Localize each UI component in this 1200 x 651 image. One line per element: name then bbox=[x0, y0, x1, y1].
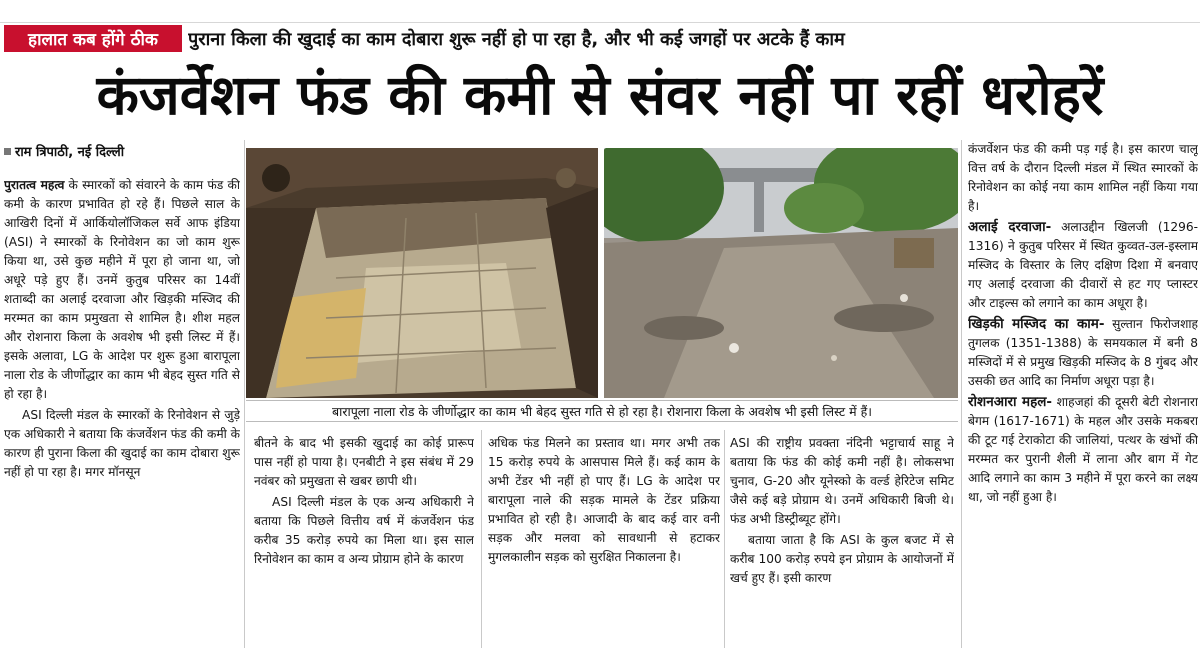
col4-paragraph-2: बताया जाता है कि ASI के कुल बजट में से करीब 100 करोड़ रुपये इन प्रोग्राम के आयोजनों में खर्च हुए हैं। इसी कारण bbox=[730, 533, 954, 585]
col5-text-alai: अलाउद्दीन खिलजी (1296-1316) ने कुतुब परिसर में स्थित कुव्वत-उल-इस्लाम मस्जिद के विस्तार के लिए दक्षिण दिशा में बनवाए गए अलाई दरवाजा की दीवारों से हट गए प्लास्टर और टाइल्स को लगाने का काम अधूरा है। bbox=[968, 220, 1198, 310]
byline-author: राम त्रिपाठी, नई दिल्ली bbox=[15, 145, 125, 160]
col5-paragraph-1: कंजर्वेशन फंड की कमी पड़ गई है। इस कारण चालू वित्त वर्ष के दौरान दिल्ली मंडल में स्थित स्मारकों के रिनोवेशन का कोई नया काम शामिल नहीं किया गया है। bbox=[968, 142, 1198, 213]
main-headline: कंजर्वेशन फंड की कमी से संवर नहीं पा रहीं धरोहरें bbox=[96, 61, 1104, 127]
strap-headline: पुराना किला की खुदाई का काम दोबारा शुरू नहीं हो पा रहा है, और भी कई जगहों पर अटके हैं काम bbox=[188, 29, 845, 50]
col3-paragraph-1: अधिक फंड मिलने का प्रस्ताव था। मगर अभी तक 15 करोड़ रुपये के आसपास मिले हैं। कई काम के अभी टेंडर भी नहीं हो पाए हैं। LG के आदेश पर बारापूला नाले की सड़क मामले के टेंडर प्रक्रिया प्रभावित हो रही है। आजादी के बाद कई वार वनी सड़क और मलवा को सावधानी से हटाकर मुगलकालीन सड़क को सुरक्षित निकालना है। bbox=[488, 436, 720, 564]
col5-section-roshanara bbox=[968, 393, 1198, 507]
col1-paragraph-2: ASI दिल्ली मंडल के स्मारकों के रिनोवेशन से जुड़े एक अधिकारी ने बताया कि कंजर्वेशन फंड की कमी के कारण ही पुराना किला की खुदाई का काम दोबारा शुरू नहीं हो पा रहा है। मगर मॉनसून bbox=[4, 408, 240, 479]
column-divider bbox=[481, 430, 482, 648]
col1-paragraph-1 bbox=[4, 176, 240, 404]
excavation-image bbox=[246, 148, 598, 398]
column-divider bbox=[724, 430, 725, 648]
article-column-5 bbox=[968, 140, 1198, 648]
article-column-2 bbox=[254, 434, 474, 648]
lead-in: पुरातत्व महत्व bbox=[4, 178, 65, 192]
byline-bullet-icon bbox=[4, 148, 11, 155]
article-column-3 bbox=[488, 434, 720, 648]
photo-roshanara bbox=[604, 148, 958, 398]
article-column-4 bbox=[730, 434, 954, 648]
ruins-image bbox=[604, 148, 958, 398]
col5-text-roshanara: शाहजहां की दूसरी बेटी रोशनारा बेगम (1617-1671) के महल और उसके मकबरा की टूट गई टेराकोटा की जालियां, पत्थर के खंभों की मरम्मत कर पुरानी शैली में लाना और बाग में गेट आदि लगाने का काम 3 महीने में पूरा करने का लक्ष्य था, जो नहीं हुआ है। bbox=[968, 395, 1198, 504]
top-strip bbox=[0, 0, 1200, 23]
col2-paragraph-1: बीतने के बाद भी इसकी खुदाई का कोई प्रारूप पास नहीं हो पाया है। एनबीटी ने इस संबंध में 29 नवंबर को प्रमुखता से खबर छापी थी। bbox=[254, 436, 474, 488]
col5-text-khirki: सुल्तान फिरोजशाह तुगलक (1351-1388) के समयकाल में बनी 8 मस्जिदों में से प्रमुख खिड़की मस्जिद के 8 गुंबद और उसकी छत आदि का निर्माण अधूरा पड़ा है। bbox=[968, 317, 1198, 388]
subhead-roshanara: रोशनआरा महल- bbox=[968, 394, 1052, 410]
article-column-1 bbox=[4, 176, 240, 646]
column-divider bbox=[244, 140, 245, 648]
photo-caption: बारापूला नाला रोड के जीर्णोद्धार का काम भी बेहद सुस्त गति से हो रहा है। रोशनारा किला के अवशेष भी इसी लिस्ट में हैं। bbox=[246, 400, 958, 422]
kicker-label: हालात कब होंगे ठीक bbox=[4, 25, 182, 52]
byline bbox=[4, 140, 240, 162]
col1-text-1: के स्मारकों को संवारने के काम फंड की कमी के कारण प्रभावित हो रहे हैं। पिछले साल के आखिरी दिनों में आर्कियोलॉजिकल सर्वे आफ इंडिया (ASI) ने स्मारकों के रिनोवेशन का जो काम शुरू किया था, उसे कुछ महीने में पूरा हो जाना था, जो अधूरे पड़े हुए हैं। उनमें कुतुब परिसर का 14वीं शताब्दी का अलाई दरवाजा और खिड़की मस्जिद की मरम्मत का काम प्रमुखता से शामिल है। शीश महल और रोशनारा किला के अवशेष भी इसी लिस्ट में हैं। इसके अलावा, LG के आदेश पर शुरू हुआ बारापूला नाला रोड के जीर्णोद्धार का काम भी बेहद सुस्त गति से हो रहा है। bbox=[4, 178, 240, 401]
col5-section-alai bbox=[968, 218, 1198, 313]
photo-row bbox=[246, 148, 958, 398]
column-divider bbox=[961, 140, 962, 648]
photo-excavation bbox=[246, 148, 598, 398]
col2-paragraph-2: ASI दिल्ली मंडल के एक अन्य अधिकारी ने बताया कि पिछले वित्तीय वर्ष में कंजर्वेशन फंड करीब 35 करोड़ रुपये का मिला था। इस साल रिनोवेशन का काम व अन्य प्रोग्राम होने के कारण bbox=[254, 495, 474, 566]
col5-section-khirki bbox=[968, 315, 1198, 391]
subhead-alai: अलाई दरवाजा- bbox=[968, 219, 1052, 235]
col4-paragraph-1: ASI की राष्ट्रीय प्रवक्ता नंदिनी भट्टाचार्य साहू ने बताया कि फंड की कोई कमी नहीं है। लोकसभा चुनाव, G-20 और यूनेस्को के वर्ल्ड हेरिटेज समिट जैसे कई बड़े प्रोग्राम थे। उनमें अधिकारी बिजी थे। फंड अभी डिस्ट्रीब्यूट होंगे। bbox=[730, 436, 954, 526]
subhead-khirki: खिड़की मस्जिद का काम- bbox=[968, 316, 1105, 332]
